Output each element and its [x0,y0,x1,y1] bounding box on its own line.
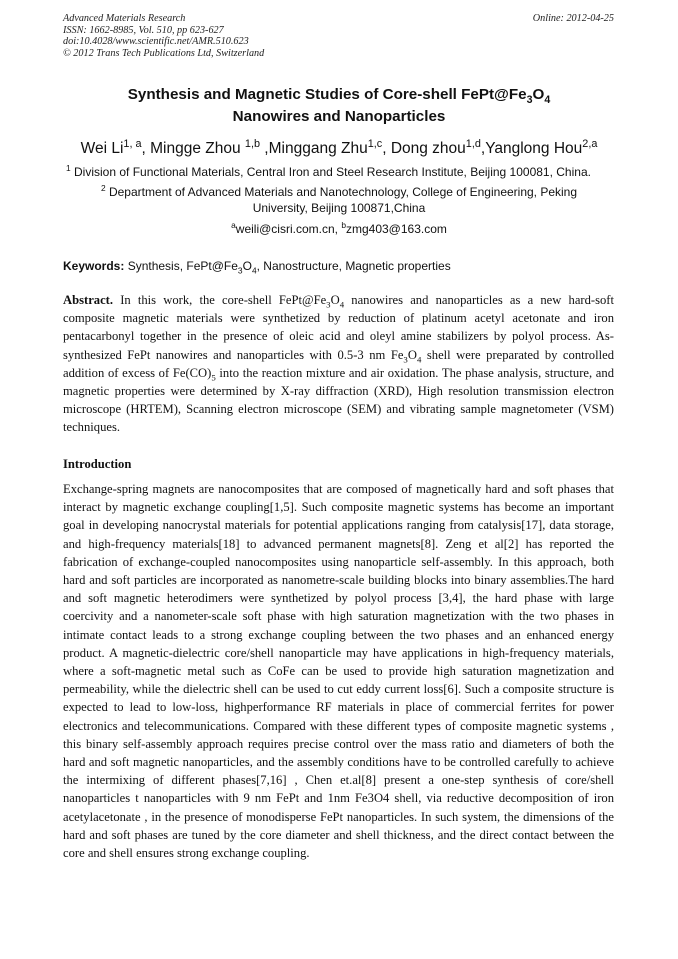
abstract-paragraph [63,291,614,437]
email-text: zmg403@163.com [345,222,447,236]
email-sup: a [231,220,236,230]
copyright-line: © 2012 Trans Tech Publications Ltd, Switzerland [63,47,265,59]
title-subscript: 3 [526,94,533,107]
author-sup: 1,b [244,137,260,150]
author-name: Minggang Zhu [268,140,368,157]
author-sup: 1,d [465,137,481,150]
author-name: Mingge Zhou [150,140,245,157]
abstract-label: Abstract. [63,293,114,307]
author-sup: 2,a [582,137,598,150]
author-name: Yanglong Hou [485,140,583,157]
author-sep: , [260,140,269,157]
abstract-sub: 4 [416,354,422,365]
abstract-sub: 4 [339,299,345,310]
abstract-text: into the reaction mixture and air oxidation. The phase analysis, structure, and magnetic properties were determined by X-ray diffraction (XRD), High resolution transmission electron microscope (HRTEM), Scanning electron microscope (SEM) and vibrating sample magnetometer (VSM) techniques. [63,365,614,435]
title-text: Synthesis and Magnetic Studies of Core-shell FePt@Fe [127,86,527,103]
author-sup: 1,c [367,137,383,150]
journal-header [63,13,264,59]
author-name: Wei Li [80,140,124,157]
introduction-heading: Introduction [63,457,132,471]
abstract-text: In this work, the core-shell FePt@Fe [113,293,327,307]
abstract-text: O [330,293,340,307]
paper-title-line2: Nanowires and Nanoparticles [232,108,446,125]
affiliation-2 [40,184,638,216]
keywords-text: , Nanostructure, Magnetic properties [256,259,451,273]
keywords-text: Synthesis, FePt@Fe [124,259,238,273]
paper-title [40,85,638,105]
author-sep: , [141,140,151,157]
journal-name: Advanced Materials Research [63,13,186,24]
email-text: weili@cisri.com.cn, [235,222,342,236]
keywords-sub: 3 [237,265,243,276]
keywords-sub: 4 [251,265,257,276]
affiliation-1 [66,164,591,180]
aff-number: 1 [66,163,71,173]
abstract-sub: 3 [403,354,408,365]
aff-number: 2 [100,183,106,193]
author-sep: , [480,140,486,157]
email-sup: b [341,220,346,230]
aff-text: Department of Advanced Materials and Nanotechnology, College of Engineering, Peking [105,185,578,199]
author-sup: 1, a [123,137,142,150]
keywords-text: O [242,259,252,273]
aff-text: University, Beijing 100871,China [252,201,426,215]
online-date: Online: 2012-04-25 [532,13,614,24]
introduction-paragraph: Exchange-spring magnets are nanocomposites that are composed of magnetically hard and soft phases that interact by magnetic exchange coupling[1,5]. Such composite magnetic systems has become an important goal in developing nanocrystal materials for potential applications ranging from catalysis[17], data storage, and high-frequency materials[18] to advanced permanent magnets[8]. Zeng et al[2] has reported the fabrication of exchange-coupled nanocomposites using nanoparticle self-assembly. In this approach, both hard and soft particles are incorporated as nanometre-scale building blocks into binary assemblies.The hard and soft magnetic heterodimers were synthetized by polyol process [3,4], the hard phase with large coercivity and a nanometer-scale soft phase with high saturation magnetization with the two phases in intimate contact leads to a strong exchange coupling between the two phases and an enhanced energy product. A magnetic-dielectric core/shell nanoparticle may have applications in high-frequency materials, where a soft-magnetic metal such as CoFe can be used to provide high saturation magnetization and permeability, while the dielectric shell can be used to cut eddy current loss[6]. Such a composite structure is expected to lead to low-loss, highperformance RF materials in place of commercial ferrites for power electronics and telecommunications. Compared with these different types of composite magnetic systems , this binary self-assembly approach requires precise control over the mass ratio and diameters of both the hard and soft magnetic nanoparticles, and the assembly conditions have to be controlled carefully to achieve the intermixing of different phases[7,16] , Chen et.al[8] present a one-step synthesis of core/shell nanoparticles t nanoparticles with 9 nm FePt and 1nm Fe3O4 shell, via reductive decomposition of iron acetylacetonate , in the presence of monodisperse FePt nanoparticles. In such system, the dimensions of the hard and soft phases are tuned by the core diameter and shell thickness, and the direct contact between the core and shell ensures strong exchange coupling. [63,482,614,861]
abstract-text: shell were preparated by controlled addition of excess of Fe(CO) [63,347,614,380]
author-list [40,139,638,159]
author-name: Dong zhou [390,140,466,157]
aff-text: Division of Functional Materials, Central Iron and Steel Research Institute, Beijing 100081, China. [70,165,591,179]
author-sep: , [382,140,391,157]
title-text: O [532,86,545,103]
abstract-sub: 3 [326,299,331,310]
abstract-text: nanowires and nanoparticles as a new hard-soft composite magnetic materials were synthetized by reduction of platinum acetyl acetonate and iron pentacarbonyl together in the presence of oleic acid and oleyl amine stabilizers by polyol process. As-synthesized FePt nanowires and nanoparticles with 0.5-3 nm Fe [63,293,614,362]
doi-line: doi:10.4028/www.scientific.net/AMR.510.623 [63,36,249,47]
title-subscript: 4 [544,94,551,107]
keywords-label: Keywords: [63,259,125,273]
issn-line: ISSN: 1662-8985, Vol. 510, pp 623-627 [63,24,224,36]
abstract-sub: 5 [211,372,216,383]
abstract-text: O [407,347,417,362]
keywords-line [63,258,451,274]
email-line [40,221,638,237]
